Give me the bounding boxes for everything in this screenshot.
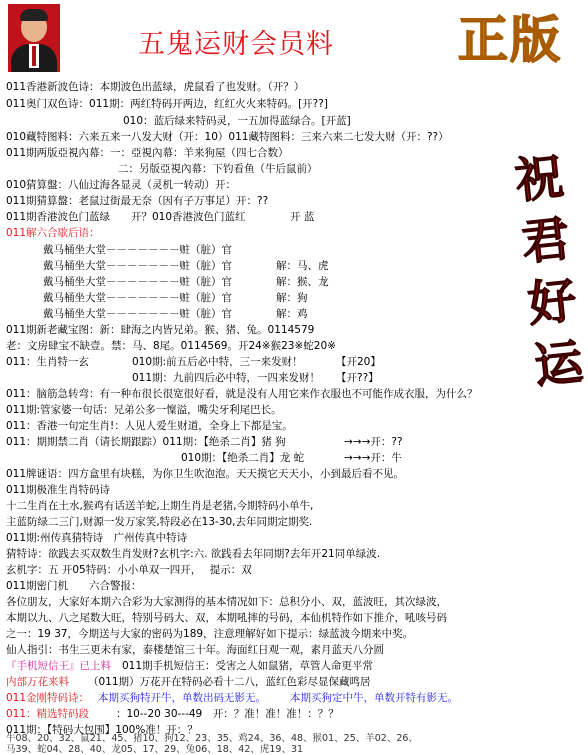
text-line: 老：文房肆宝不缺壹。禁：马、8尾。0114569。开24※猴23※蛇20※ <box>6 340 336 352</box>
text-line: 之一：19 37，今期送与大家的密码为189，注意理解好如下提示：绿蓝波今期来中奖。 <box>6 628 414 640</box>
text-line: 本期买狗定中牛，单数开特有影无。 <box>290 692 458 704</box>
text-line: 011期极准生肖特码诗 <box>6 484 111 496</box>
text-line: 011：期期禁二肖（请长期跟踪）011期：【绝杀二肖】猪 狗 <box>6 436 286 448</box>
riddle-line: 戴马桶坐大堂－－－－－－－赃（脏）官 <box>43 244 232 256</box>
avatar <box>8 4 60 72</box>
text-line: 本期以九、八之尾数大旺，特别号码大、双，本期吼摔的号码，本仙机特作如下推介，吼咳号码 <box>6 612 447 624</box>
text-line: 十二生肖在土水,猴鸡有话送羊蛇,上期生肖是老猪,今期特码小单牛, <box>6 500 314 512</box>
riddle-line: 戴马桶坐大堂－－－－－－－赃（脏）官 <box>43 276 232 288</box>
text-line: 011期两版亞視內幕：一：亞視內幕：羊来狗屋（四七合数） <box>6 147 289 159</box>
text-line: 011期密门机 六合警报： <box>6 580 142 592</box>
text-line: 主蓝防绿二三门,财源一发万家笑,特段必在13-30,去年同期定期奖. <box>6 516 313 528</box>
text-line: 010猜算盤：八仙过海各显灵（灵机一转动）开： <box>6 179 237 191</box>
text-line: 010：蓝后绿来特码灵，一五加得蓝绿合。[开蓝] <box>123 115 351 127</box>
text-line: 011期：【特码大包围】100%准！开：？ <box>6 724 198 736</box>
text-line: 本期买狗特开牛，单数出码无影无。 <box>98 692 266 704</box>
section-heading: 011解六合歇后语： <box>6 227 100 239</box>
source-label: 011：精选特码段 <box>6 708 90 720</box>
text-line: 011：香港一句定生肖!：人见人爱生财道，全身上下都是宝。 <box>6 420 293 432</box>
text-line: 011期猜算盤：老鼠过街最无奈（因有子万事足）开：?? <box>6 195 269 207</box>
text-line: 【开20】 <box>336 356 381 368</box>
riddle-answer: 解：鸡 <box>276 308 308 320</box>
side-slogan: 祝君好运 <box>512 149 586 395</box>
number-list: 马39、蛇04、28、40、龙05、17、29、兔06、18、42、虎19、31 <box>6 744 304 755</box>
riddle-line: 戴马桶坐大堂－－－－－－－赃（脏）官 <box>43 308 232 320</box>
text-line: 011期香港波色门蓝绿 <box>6 211 111 223</box>
text-line: （011期）万花开在特码必看十二八，蓝红色彩尽显保藏鸣居 <box>88 676 371 688</box>
text-line: →→→开：?? <box>344 436 403 448</box>
text-line: 011奥门双色诗：011期：两红特码开两边，红红火火来特码。[开??] <box>6 98 328 110</box>
text-line: 011：生肖特一玄 <box>6 356 90 368</box>
riddle-answer: 解：猴、龙 <box>276 276 329 288</box>
page-title: 五鬼运财会员料 <box>138 29 334 60</box>
text-line: 010期:前五后必中特，三一来发财！ <box>132 356 303 368</box>
source-label: 内部万花来料 <box>6 676 69 688</box>
text-line: 011期新老藏宝图：新：肆海之内皆兄弟。猴、猪、兔。0114579 <box>6 324 315 336</box>
source-label: 『手机短信王』已上料 <box>6 660 111 672</box>
text-line: 011：脑筋急转弯：有一种布很长很宽很好看，就是没有人用它来作衣服也不可能作成衣服，为什么？ <box>6 388 478 400</box>
source-label: 011金刚特码诗： <box>6 692 90 704</box>
number-list: 牛08、20、32、鼠21、45、猪10、狗12、23、35、鸡24、36、48、猴01、25、羊02、26、 <box>6 733 418 744</box>
text-line: 二：另版亞視內幕：下钓看鱼（牛后鼠前） <box>118 163 318 175</box>
text-line: 开？010香港波色门蓝红 <box>131 211 246 223</box>
riddle-answer: 解：狗 <box>276 292 308 304</box>
riddle-answer: 解：马、虎 <box>276 260 329 272</box>
text-line: 011期：九前四后必中特，一四来发财！ <box>132 372 321 384</box>
stamp-logo: 正版 <box>458 11 562 69</box>
text-line: 011期:管家婆一句话：兄弟公多一懍溢，嘴尖牙利尾巴长。 <box>6 404 282 416</box>
riddle-line: 戴马桶坐大堂－－－－－－－赃（脏）官 <box>43 260 232 272</box>
text-line: 开 蓝 <box>290 211 315 223</box>
text-line: ：10--20 30---49 开：？准！准！准！：？？ <box>116 708 339 720</box>
text-line: 玄机字：五 开05特码：小小单双一四开， 提示：双 <box>6 564 252 576</box>
text-line: 各位朋友，大家好本期六合彩为大家测得的基本情况如下：总积分小、双，蓝波旺，其次绿波， <box>6 596 447 608</box>
text-line: 【开??】 <box>336 372 379 384</box>
text-line: →→→开：牛 <box>344 452 402 464</box>
text-line: 猜特诗：欲践去买双数生肖发财?玄机字:六. 欲践看去年同期?去年开21同单绿波. <box>6 548 381 560</box>
riddle-line: 戴马桶坐大堂－－－－－－－赃（脏）官 <box>43 292 232 304</box>
text-line: 011牌谜语：四方盒里有块糕，为你卫生吹泡泡。天天摸它天天小，小到最后看不见。 <box>6 468 405 480</box>
text-line: 011期:州传真猜特诗 广州传真中特诗 <box>6 532 188 544</box>
text-line: 仙人指引：书生三更未有家，泰楼楚馆三十年。海面红日观一观，素月蓝天八分圆 <box>6 644 384 656</box>
text-line: 010期：【绝杀二肖】龙 蛇 <box>181 452 305 464</box>
text-line: 011香港新波色诗：本期波色出蓝绿，虎鼠看了也发财。（开？） <box>6 81 305 93</box>
text-line: 011期手机短信王：受害之人如鼠猪，草管人命更平常 <box>122 660 374 672</box>
text-line: 010藏特图料：六来五来一八发大财（开：10）011藏特图料：三来六来二七发大财（开：??） <box>6 131 449 143</box>
